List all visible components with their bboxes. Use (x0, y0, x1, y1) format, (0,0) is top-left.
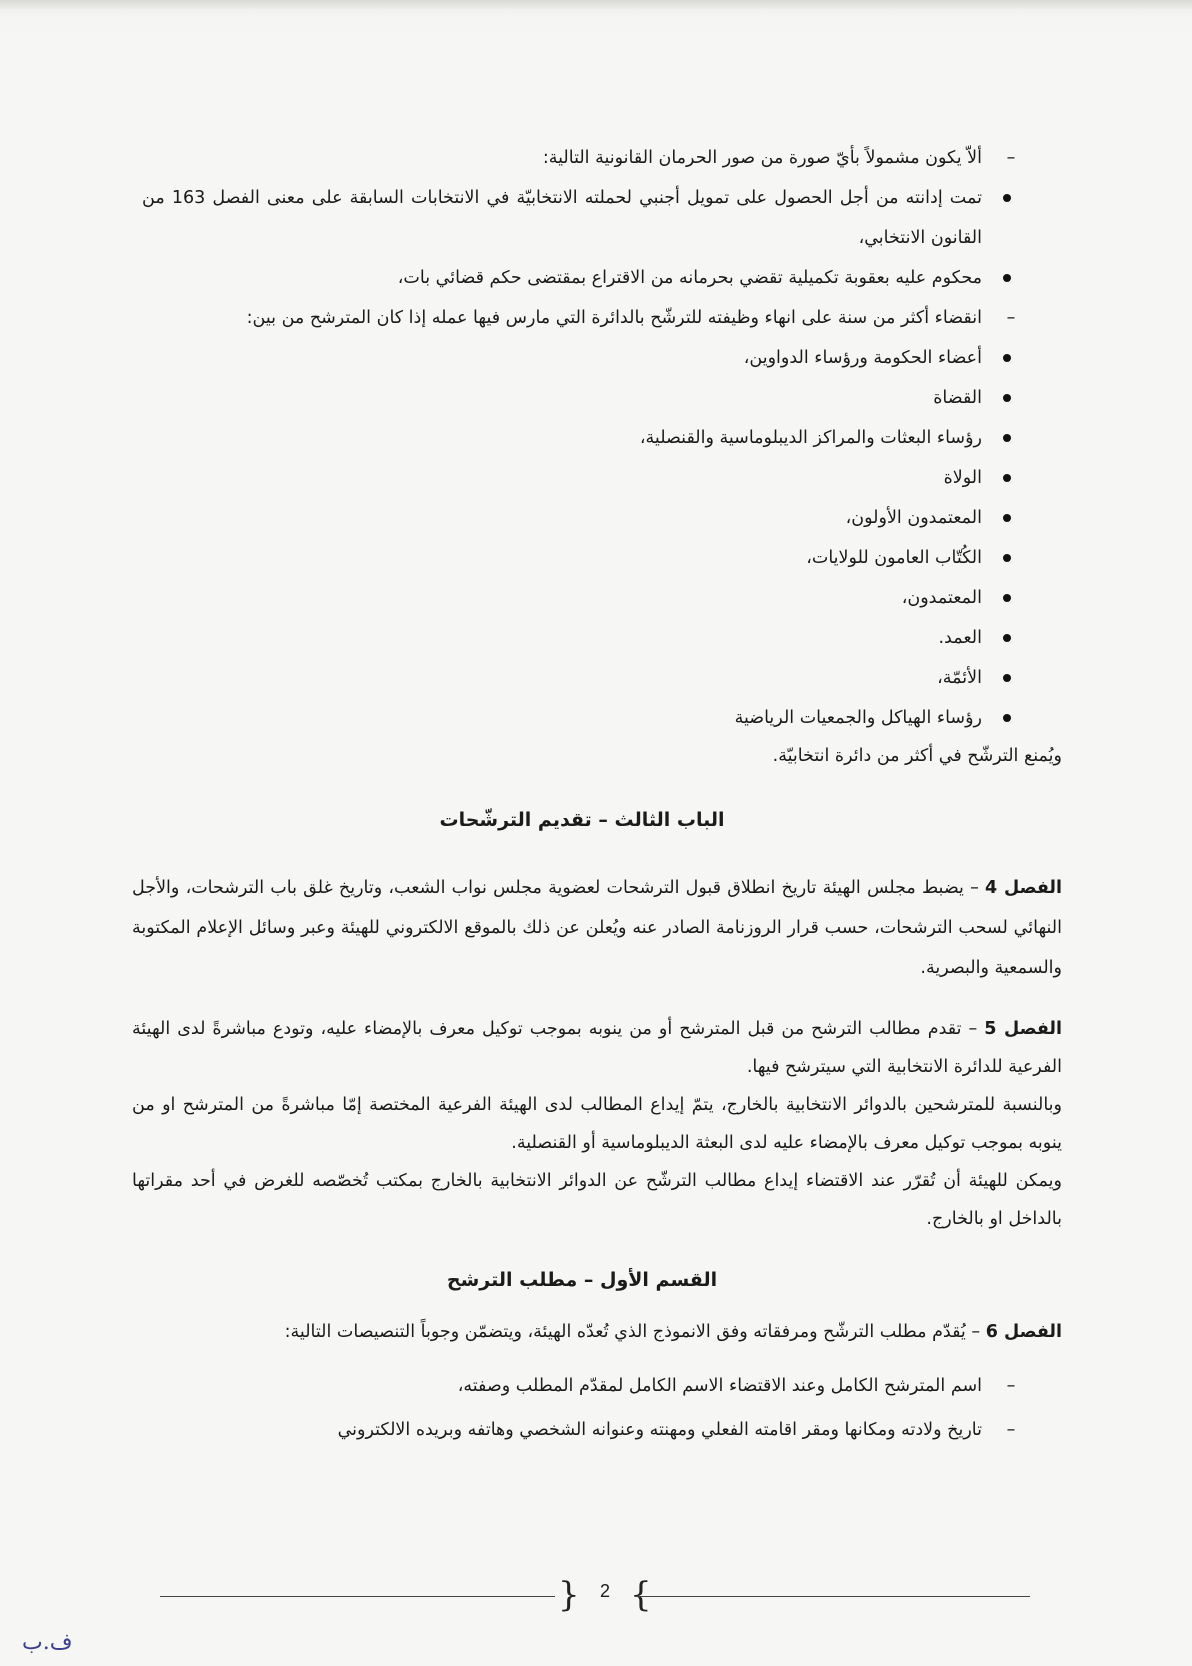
requirement-text: اسم المترشح الكامل وعند الاقتضاء الاسم الكامل لمقدّم المطلب وصفته، (457, 1376, 982, 1396)
article-text: – يضبط مجلس الهيئة تاريخ انطلاق قبول الترشحات لعضوية مجلس نواب الشعب، وتاريخ غلق باب الترشحات، والأجل النهائي لسحب الترشحات، حسب قرار الروزنامة الصادر عنه ويُعلن عن ذلك بالموقع الالكتروني للهيئة وعبر وسائل الإعلام المكتوبة والسمعية والبصرية. (132, 878, 1062, 978)
condition-text: انقضاء أكثر من سنة على انهاء وظيفته للترشّح بالدائرة التي مارس فيها عمله إذا كان المترشح من بين: (246, 308, 982, 328)
list-item-text: الأئمّة، (937, 668, 982, 688)
bullet-icon (1003, 714, 1011, 722)
bullet-icon (1003, 354, 1011, 362)
dash-marker: – (1006, 1420, 1016, 1440)
bullet-icon (1003, 474, 1011, 482)
list-item (142, 458, 1022, 498)
dash-marker: – (1006, 148, 1016, 168)
list-item-text: تمت إدانته من أجل الحصول على تمويل أجنبي لحملته الانتخابيّة في الانتخابات السابقة على معنى الفصل 163 من القانون الانتخابي، (142, 188, 982, 248)
list-item (142, 618, 1022, 658)
list-item (142, 258, 1022, 298)
dash-marker: – (1006, 1376, 1016, 1396)
page-number: 2 (599, 1581, 610, 1601)
condition-dash-item (142, 298, 1022, 338)
list-item (142, 658, 1022, 698)
list-item-text: القضاة (933, 388, 982, 408)
dash-marker: – (1006, 308, 1016, 328)
requirement-item (142, 1366, 1022, 1406)
article-text: – تقدم مطالب الترشح من قبل المترشح أو من ينوبه بموجب توكيل معرف بالإمضاء عليه، وتودع مباشرةً لدى الهيئة الفرعية للدائرة الانتخابية التي سيترشح فيها. (132, 1019, 1062, 1077)
section-heading: الباب الثالث – تقديم الترشّحات (439, 809, 725, 831)
brace-right-icon: } (630, 1575, 652, 1615)
article-label: الفصل 4 (985, 878, 1062, 898)
list-item (142, 178, 1022, 258)
list-item (142, 338, 1022, 378)
bullet-icon (1003, 674, 1011, 682)
list-item (142, 538, 1022, 578)
requirement-text: تاريخ ولادته ومكانها ومقر اقامته الفعلي ومهنته وعنوانه الشخصي وهاتفه وبريده الالكتروني (337, 1420, 982, 1440)
condition-text: ألاّ يكون مشمولاً بأيّ صورة من صور الحرمان القانونية التالية: (542, 148, 982, 168)
article-text: – يُقدّم مطلب الترشّح ومرفقاته وفق الانموذج الذي تُعدّه الهيئة، ويتضمّن وجوباً التنصيصات التالية: (284, 1322, 986, 1342)
bullet-icon (1003, 514, 1011, 522)
list-item-text: محكوم عليه بعقوبة تكميلية تقضي بحرمانه من الاقتراع بمقتضى حكم قضائي بات، (397, 268, 982, 288)
bullet-icon (1003, 194, 1011, 202)
article-5 (132, 1010, 1062, 1086)
list-item-text: الكُتّاب العامون للولايات، (806, 548, 982, 568)
footer-rule (160, 1596, 555, 1597)
article-label: الفصل 5 (984, 1019, 1062, 1039)
document-body (132, 138, 1062, 1450)
closing-sentence: ويُمنع الترشّح في أكثر من دائرة انتخابيّة. (772, 746, 1062, 766)
list-item (142, 378, 1022, 418)
bullet-icon (1003, 434, 1011, 442)
list-item-text: الولاة (943, 468, 982, 488)
article-label: الفصل 6 (985, 1322, 1062, 1342)
article-5-paragraph: وبالنسبة للمترشحين بالدوائر الانتخابية بالخارج، يتمّ إيداع المطالب لدى الهيئة الفرعية المختصة إمّا مباشرةً من المترشح او من ينوبه بموجب توكيل معرف بالإمضاء عليه لدى البعثة الديبلوماسية أو القنصلية. (132, 1095, 1062, 1153)
list-item-text: العمد. (938, 628, 982, 648)
list-item (142, 498, 1022, 538)
bullet-icon (1003, 634, 1011, 642)
list-item-text: المعتمدون الأولون، (845, 508, 982, 528)
scan-shadow (0, 0, 1192, 10)
list-item-text: رؤساء الهياكل والجمعيات الرياضية (734, 708, 982, 728)
article-6 (132, 1312, 1062, 1352)
handwritten-initials: ف.ب (22, 1630, 73, 1655)
list-item-text: أعضاء الحكومة ورؤساء الدواوين، (743, 348, 982, 368)
list-item (142, 578, 1022, 618)
footer-rule (635, 1596, 1030, 1597)
list-item-text: رؤساء البعثات والمراكز الديبلوماسية والقنصلية، (639, 428, 982, 448)
brace-left-icon: { (558, 1575, 580, 1615)
bullet-icon (1003, 394, 1011, 402)
article-5-paragraph: ويمكن للهيئة أن تُقرّر عند الاقتضاء إيداع مطالب الترشّح عن الدوائر الانتخابية بالخارج بمكتب تُخصّصه للغرض في أحد مقراتها بالداخل او بالخارج. (132, 1171, 1062, 1229)
bullet-icon (1003, 554, 1011, 562)
condition-dash-item (142, 138, 1022, 178)
page-footer (160, 1575, 1030, 1615)
bullet-icon (1003, 594, 1011, 602)
article-4 (132, 868, 1062, 988)
bullet-icon (1003, 274, 1011, 282)
part-heading: القسم الأول – مطلب الترشح (446, 1269, 718, 1291)
list-item (142, 418, 1022, 458)
list-item (142, 698, 1022, 738)
list-item-text: المعتمدون، (901, 588, 982, 608)
requirement-item (142, 1410, 1022, 1450)
